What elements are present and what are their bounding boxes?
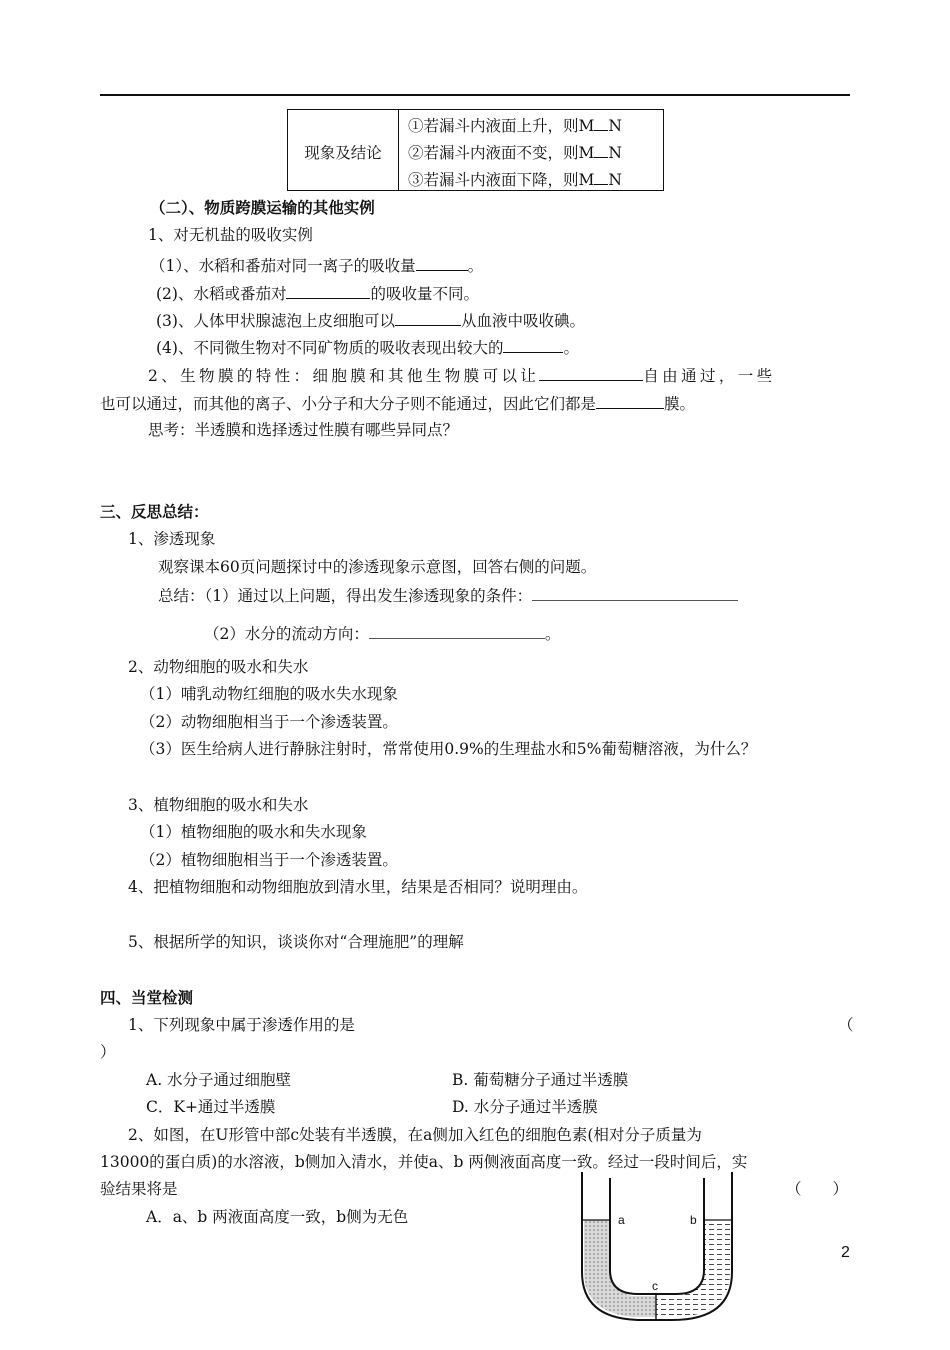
answer-blank[interactable] bbox=[369, 622, 545, 639]
label-b: b bbox=[690, 1213, 697, 1227]
item-text: (3)、人体甲状腺滤泡上皮细胞可以 从血液中吸收碘。 bbox=[156, 309, 585, 331]
table-row bbox=[408, 141, 622, 163]
question-2: 2、如图，在U形管中部c处装有半透膜，在a侧加入红色的细胞色素(相对分子质量为 bbox=[128, 1126, 702, 1144]
answer-paren[interactable]: （ ） bbox=[786, 1180, 849, 1198]
option-a[interactable]: A. 水分子通过细胞壁 bbox=[146, 1071, 292, 1089]
item-text: （1）植物细胞的吸水和失水现象 bbox=[140, 823, 367, 841]
item-text: (4)、不同微生物对不同矿物质的吸收表现出较大的 。 bbox=[156, 336, 579, 358]
section-heading-3: 三、反思总结： bbox=[100, 503, 209, 521]
solution-b-fill bbox=[656, 1220, 730, 1317]
header-rule bbox=[100, 94, 850, 96]
option-c[interactable]: C．K+通过半透膜 bbox=[146, 1098, 276, 1116]
question-1: 1、下列现象中属于渗透作用的是 bbox=[128, 1016, 355, 1034]
table-row bbox=[408, 114, 622, 136]
item-text: （3）医生给病人进行静脉注射时，常常使用0.9%的生理盐水和5%葡萄糖溶液，为什么？ bbox=[140, 740, 757, 758]
item-text: 1、渗透现象 bbox=[128, 530, 216, 548]
item-text: （1）、水稻和番茄对同一离子的吸收量 。 bbox=[150, 254, 483, 276]
item-text: （1）哺乳动物红细胞的吸水失水现象 bbox=[140, 685, 398, 703]
section-heading-4: 四、当堂检测 bbox=[100, 989, 194, 1007]
answer-blank[interactable] bbox=[395, 309, 461, 326]
page-number: 2 bbox=[841, 1244, 850, 1261]
table-row-suffix: N bbox=[608, 144, 622, 162]
item-text: 1、对无机盐的吸收实例 bbox=[148, 226, 313, 244]
answer-blank[interactable] bbox=[416, 254, 468, 271]
solution-a-fill bbox=[584, 1220, 656, 1317]
option-a[interactable]: A．a、b 两液面高度一致，b侧为无色 bbox=[146, 1208, 409, 1226]
table-row-text: ②若漏斗内液面不变，则M bbox=[408, 144, 595, 162]
item-text: 2、生物膜的特性：细胞膜和其他生物膜可以让 自由通过，一些 bbox=[148, 364, 776, 386]
table-row bbox=[408, 168, 622, 190]
table-label: 现象及结论 bbox=[304, 144, 382, 162]
item-text: 也可以通过，而其他的离子、小分子和大分子则不能通过，因此它们都是 膜。 bbox=[100, 392, 695, 414]
tube-inner-wall bbox=[610, 1178, 704, 1294]
answer-blank[interactable] bbox=[503, 336, 563, 353]
option-d[interactable]: D. 水分子通过半透膜 bbox=[452, 1098, 598, 1116]
answer-paren[interactable]: （ bbox=[838, 1016, 854, 1034]
question-2-cont: 13000的蛋白质)的水溶液，b侧加入清水，并使a、b 两侧液面高度一致。经过一段时间后，实 bbox=[100, 1153, 748, 1171]
answer-blank[interactable] bbox=[532, 584, 738, 601]
item-text: 观察课本60页问题探讨中的渗透现象示意图，回答右侧的问题。 bbox=[158, 558, 597, 576]
answer-blank[interactable] bbox=[594, 142, 608, 158]
table-row-suffix: N bbox=[608, 171, 622, 189]
table-row-suffix: N bbox=[608, 117, 622, 135]
option-b[interactable]: B. 葡萄糖分子通过半透膜 bbox=[452, 1071, 629, 1089]
table-row-text: ①若漏斗内液面上升，则M bbox=[408, 117, 595, 135]
item-text: （2）水分的流动方向： 。 bbox=[204, 622, 560, 644]
item-text: 总结：（1）通过以上问题，得出发生渗透现象的条件： bbox=[158, 584, 738, 606]
answer-blank[interactable] bbox=[539, 364, 643, 381]
table-label-cell bbox=[288, 110, 399, 190]
item-text: (2)、水稻或番茄对 的吸收量不同。 bbox=[156, 282, 479, 304]
item-text: 3、植物细胞的吸水和失水 bbox=[128, 796, 309, 814]
answer-paren[interactable]: ） bbox=[100, 1043, 116, 1061]
answer-blank[interactable] bbox=[594, 115, 608, 131]
answer-blank[interactable] bbox=[596, 392, 664, 409]
label-c: c bbox=[652, 1279, 658, 1293]
item-text: （2）植物细胞相当于一个渗透装置。 bbox=[140, 851, 398, 869]
answer-blank[interactable] bbox=[594, 169, 608, 185]
item-text: 2、动物细胞的吸水和失水 bbox=[128, 658, 309, 676]
item-text: 4、把植物细胞和动物细胞放到清水里，结果是否相同？说明理由。 bbox=[128, 878, 588, 896]
u-tube-figure bbox=[572, 1172, 742, 1322]
answer-blank[interactable] bbox=[286, 282, 370, 299]
label-a: a bbox=[618, 1213, 625, 1227]
item-text: 5、根据所学的知识，谈谈你对“合理施肥”的理解 bbox=[128, 933, 464, 951]
table-row-text: ③若漏斗内液面下降，则M bbox=[408, 171, 595, 189]
item-text: （2）动物细胞相当于一个渗透装置。 bbox=[140, 713, 398, 731]
question-2-cont: 验结果将是 bbox=[100, 1180, 178, 1198]
section-heading-2: （二）、物质跨膜运输的其他实例 bbox=[150, 199, 375, 217]
result-table bbox=[287, 109, 664, 191]
think-text: 思考：半透膜和选择透过性膜有哪些异同点？ bbox=[148, 421, 459, 439]
